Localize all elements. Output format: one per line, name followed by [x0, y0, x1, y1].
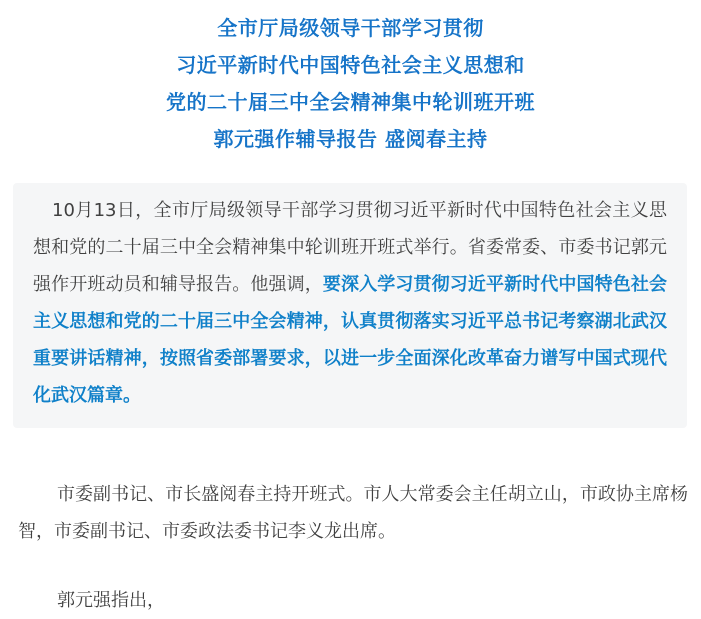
title-line-4: 郭元强作辅导报告 盛阅春主持	[213, 127, 488, 151]
lead-paragraph-box	[13, 183, 687, 428]
body-paragraph-1: 市委副书记、市长盛阅春主持开班式。市人大常委会主任胡立山，市政协主席杨智，市委副书记、市委政法委书记李义龙出席。	[18, 484, 688, 542]
text-run-emphasis: 要深入学习贯彻习近平新时代中国特色社会主义思想和党的二十届三中全会精神，认真贯彻落实习近平总书记考察湖北武汉重要讲话精神，按照省委部署要求，以进一步全面深化改革奋力谱写中国式现代化武汉篇章。	[33, 274, 668, 406]
text-run-normal: 10月13日，全市厅局级领导干部学习贯彻习近平新时代中国特色社会主义思想和党的二十届三中全会精神集中轮训班开班式举行。省委常委、市委书记郭元强作开班动员和辅导报告。他强调，	[33, 200, 667, 295]
article-title	[0, 0, 701, 158]
title-line-2: 习近平新时代中国特色社会主义思想和	[176, 53, 525, 77]
lead-paragraph	[33, 192, 667, 414]
title-line-3: 党的二十届三中全会精神集中轮训班开班	[166, 90, 535, 114]
body-paragraph-2: 郭元强指出，	[57, 590, 165, 611]
title-line-1: 全市厅局级领导干部学习贯彻	[217, 16, 484, 40]
